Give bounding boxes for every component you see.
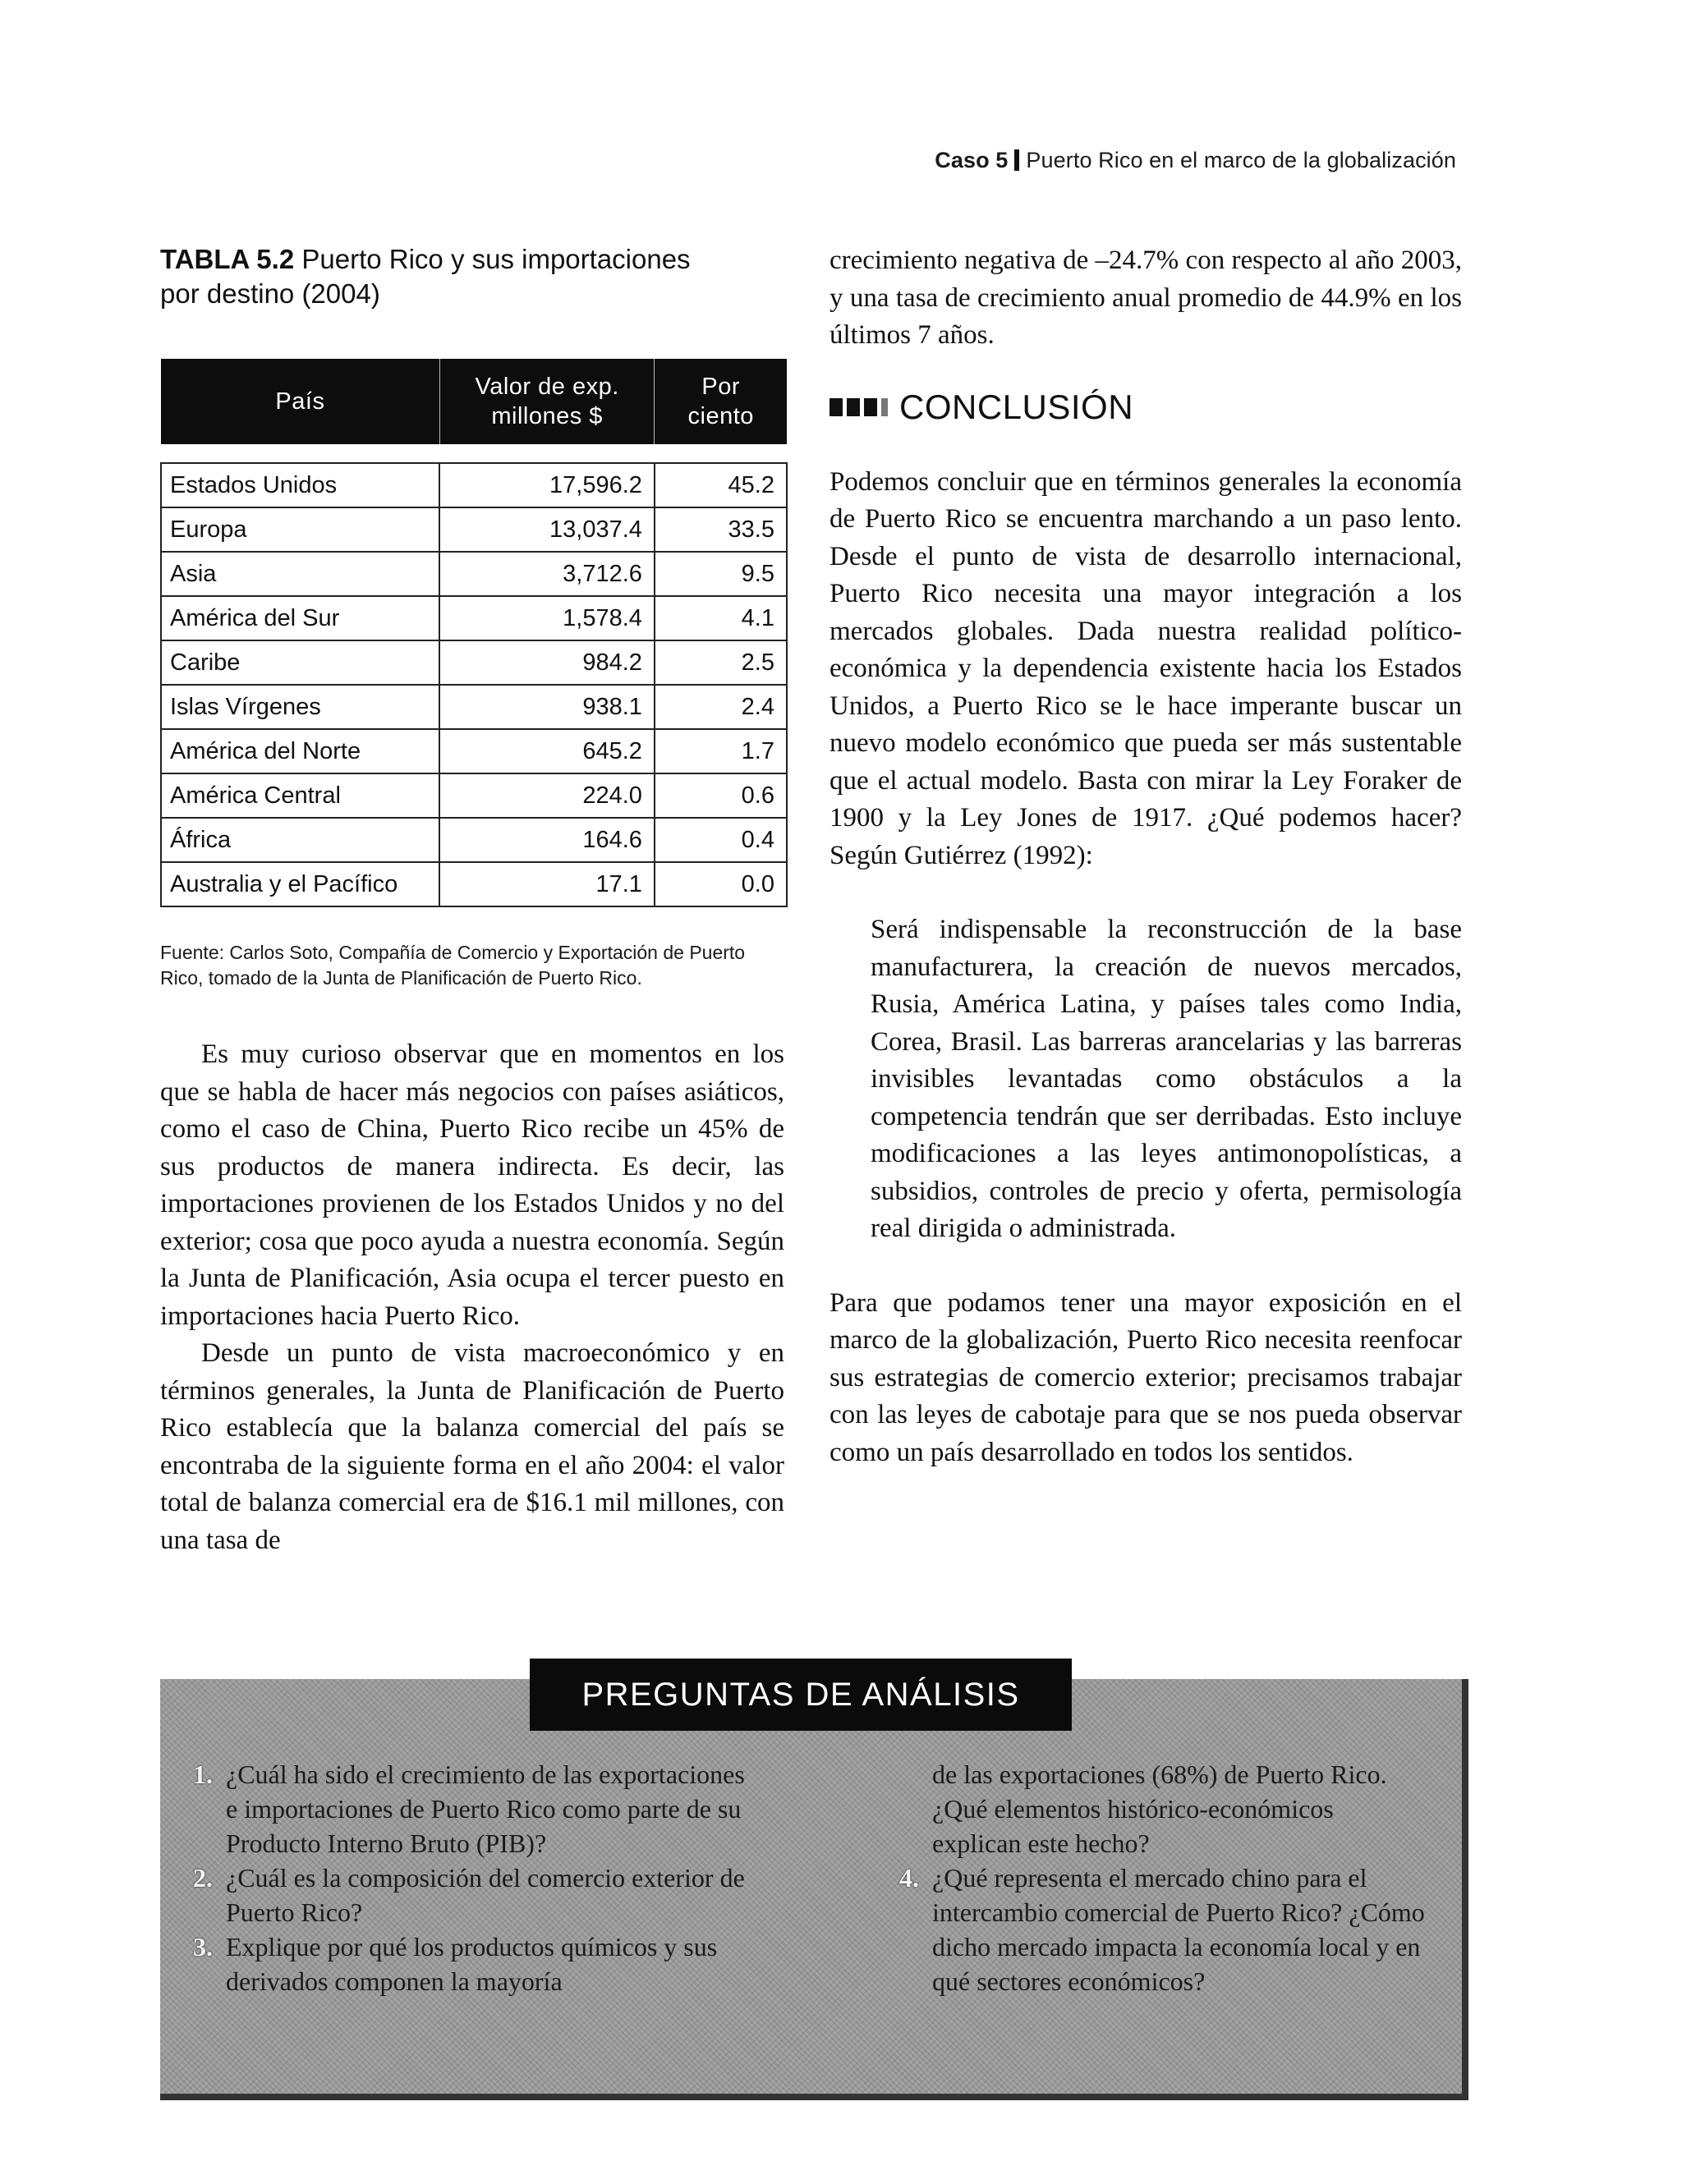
questions-title: PREGUNTAS DE ANÁLISIS <box>530 1659 1072 1731</box>
cell-country: Estados Unidos <box>161 463 439 507</box>
cell-country: Caribe <box>161 640 439 685</box>
cell-percent: 45.2 <box>655 463 787 507</box>
right-column <box>830 242 1462 1471</box>
question-number: 2. <box>193 1863 213 1893</box>
question-text: ¿Cuál es la composición del comercio exterior de Puerto Rico? <box>226 1863 745 1927</box>
table-row <box>161 729 787 773</box>
question-item <box>193 1861 751 1929</box>
left-column <box>160 242 784 1559</box>
table-row <box>161 862 787 906</box>
questions-right-column <box>899 1757 1425 1998</box>
table-row <box>161 596 787 640</box>
table-row <box>161 640 787 685</box>
question-item <box>899 1861 1425 1998</box>
cell-value: 984.2 <box>439 640 655 685</box>
cell-percent: 33.5 <box>655 507 787 552</box>
header-country: País <box>161 359 439 444</box>
section-heading <box>830 388 1462 427</box>
section-title: CONCLUSIÓN <box>899 387 1134 426</box>
table-caption-text-2: por destino (2004) <box>160 278 380 309</box>
cell-country: América Central <box>161 773 439 818</box>
cell-country: América del Norte <box>161 729 439 773</box>
question-number: 1. <box>193 1760 213 1789</box>
table-gap <box>161 444 787 463</box>
conclusion-paragraph: Podemos concluir que en términos generales la economía de Puerto Rico se encuentra marchando a un paso lento. Desde el punto de vista de desarrollo internacional, Puerto Rico necesita una mayor integración a los mercados globales. Dada nuestra realidad político-económica y la dependencia existente hacia los Estados Unidos, a Puerto Rico se le hace imperante buscar un nuevo modelo económico que pueda ser más sustentable que el actual modelo. Basta con mirar la Ley Foraker de 1900 y la Ley Jones de 1917. ¿Qué podemos hacer? Según Gutiérrez (1992): <box>830 466 1462 870</box>
questions-left-column <box>193 1757 751 1998</box>
question-continuation: de las exportaciones (68%) de Puerto Rico. ¿Qué elementos histórico-económicos explican este hecho? <box>932 1760 1387 1858</box>
question-number: 3. <box>193 1932 213 1961</box>
table-row <box>161 552 787 596</box>
cell-country: América del Sur <box>161 596 439 640</box>
cell-percent: 2.5 <box>655 640 787 685</box>
separator-bar <box>1014 149 1019 171</box>
body-paragraph: Desde un punto de vista macroeconómico y en términos generales, la Junta de Planificación de Puerto Rico establecía que la balanza comercial del país se encontraba de la siguiente forma en el año 2004: el valor total de balanza comercial era de $16.1 mil millones, con una tasa de <box>160 1338 784 1555</box>
body-paragraph: Es muy curioso observar que en momentos en los que se habla de hacer más negocios con países asiáticos, como el caso de China, Puerto Rico recibe un 45% de sus productos de manera indirecta. Es decir, las importaciones provienen de los Estados Unidos y no del exterior; cosa que poco ayuda a nuestra economía. Según la Junta de Planificación, Asia ocupa el tercer puesto en importaciones hacia Puerto Rico. <box>160 1039 784 1331</box>
cell-percent: 9.5 <box>655 552 787 596</box>
cell-value: 13,037.4 <box>439 507 655 552</box>
header-percent-line2: ciento <box>687 403 754 429</box>
running-head <box>935 148 1456 173</box>
block-quote: Será indispensable la reconstrucción de la base manufacturera, la creación de nuevos mercados, Rusia, América Latina, y países tales como India, Corea, Brasil. Las barreras arancelarias y las barreras invisibles levantadas como obstáculos a la competencia tendrán que ser derribadas. Esto incluye modificaciones a las leyes antimonopolísticas, a subsidios, controles de precio y oferta, permisología real dirigida o administrada. <box>871 915 1462 1243</box>
question-item <box>193 1757 751 1861</box>
table-caption-text-1: Puerto Rico y sus importaciones <box>301 244 691 274</box>
imports-table <box>160 359 788 907</box>
cell-value: 645.2 <box>439 729 655 773</box>
question-text: ¿Qué representa el mercado chino para el intercambio comercial de Puerto Rico? ¿Cómo dicho mercado impacta la economía local y en qué sectores económicos? <box>932 1863 1425 1996</box>
header-value-line1: Valor de exp. <box>475 374 619 400</box>
cell-value: 164.6 <box>439 818 655 862</box>
header-percent <box>655 359 787 444</box>
cell-percent: 1.7 <box>655 729 787 773</box>
running-head-case: Caso 5 <box>935 148 1009 172</box>
cell-country: Australia y el Pacífico <box>161 862 439 906</box>
cell-value: 938.1 <box>439 685 655 729</box>
cell-country: Asia <box>161 552 439 596</box>
table-row <box>161 773 787 818</box>
cell-percent: 0.6 <box>655 773 787 818</box>
running-head-title: Puerto Rico en el marco de la globalización <box>1026 148 1456 172</box>
table-caption <box>160 242 784 311</box>
header-value <box>439 359 655 444</box>
cell-country: Europa <box>161 507 439 552</box>
table-source: Fuente: Carlos Soto, Compañía de Comercio y Exportación de Puerto Rico, tomado de la Junta de Planificación de Puerto Rico. <box>160 942 746 989</box>
cell-percent: 2.4 <box>655 685 787 729</box>
cell-value: 224.0 <box>439 773 655 818</box>
cell-value: 17,596.2 <box>439 463 655 507</box>
question-text: Explique por qué los productos químicos y sus derivados componen la mayoría <box>226 1932 718 1996</box>
table-header-row <box>161 359 787 444</box>
cell-country: Islas Vírgenes <box>161 685 439 729</box>
question-text: ¿Cuál ha sido el crecimiento de las exportaciones e importaciones de Puerto Rico como parte de su Producto Interno Bruto (PIB)? <box>226 1760 745 1858</box>
cell-percent: 0.4 <box>655 818 787 862</box>
header-value-line2: millones $ <box>491 403 603 429</box>
table-label: TABLA 5.2 <box>160 244 295 274</box>
table-row <box>161 685 787 729</box>
header-percent-line1: Por <box>701 374 741 400</box>
table-row <box>161 818 787 862</box>
cell-value: 17.1 <box>439 862 655 906</box>
heading-bars-icon <box>830 398 888 416</box>
table-row <box>161 463 787 507</box>
cell-value: 1,578.4 <box>439 596 655 640</box>
closing-paragraph: Para que podamos tener una mayor exposición en el marco de la globalización, Puerto Rico necesita reenfocar sus estrategias de comercio exterior; precisamos trabajar con las leyes de cabotaje para que se nos pueda observar como un país desarrollado en todos los sentidos. <box>830 1287 1462 1467</box>
question-number: 4. <box>899 1863 919 1893</box>
cell-value: 3,712.6 <box>439 552 655 596</box>
cell-country: África <box>161 818 439 862</box>
question-item <box>193 1929 751 1998</box>
cell-percent: 0.0 <box>655 862 787 906</box>
cell-percent: 4.1 <box>655 596 787 640</box>
table-row <box>161 507 787 552</box>
body-paragraph-continued: crecimiento negativa de –24.7% con respecto al año 2003, y una tasa de crecimiento anual promedio de 44.9% en los últimos 7 años. <box>830 245 1462 350</box>
